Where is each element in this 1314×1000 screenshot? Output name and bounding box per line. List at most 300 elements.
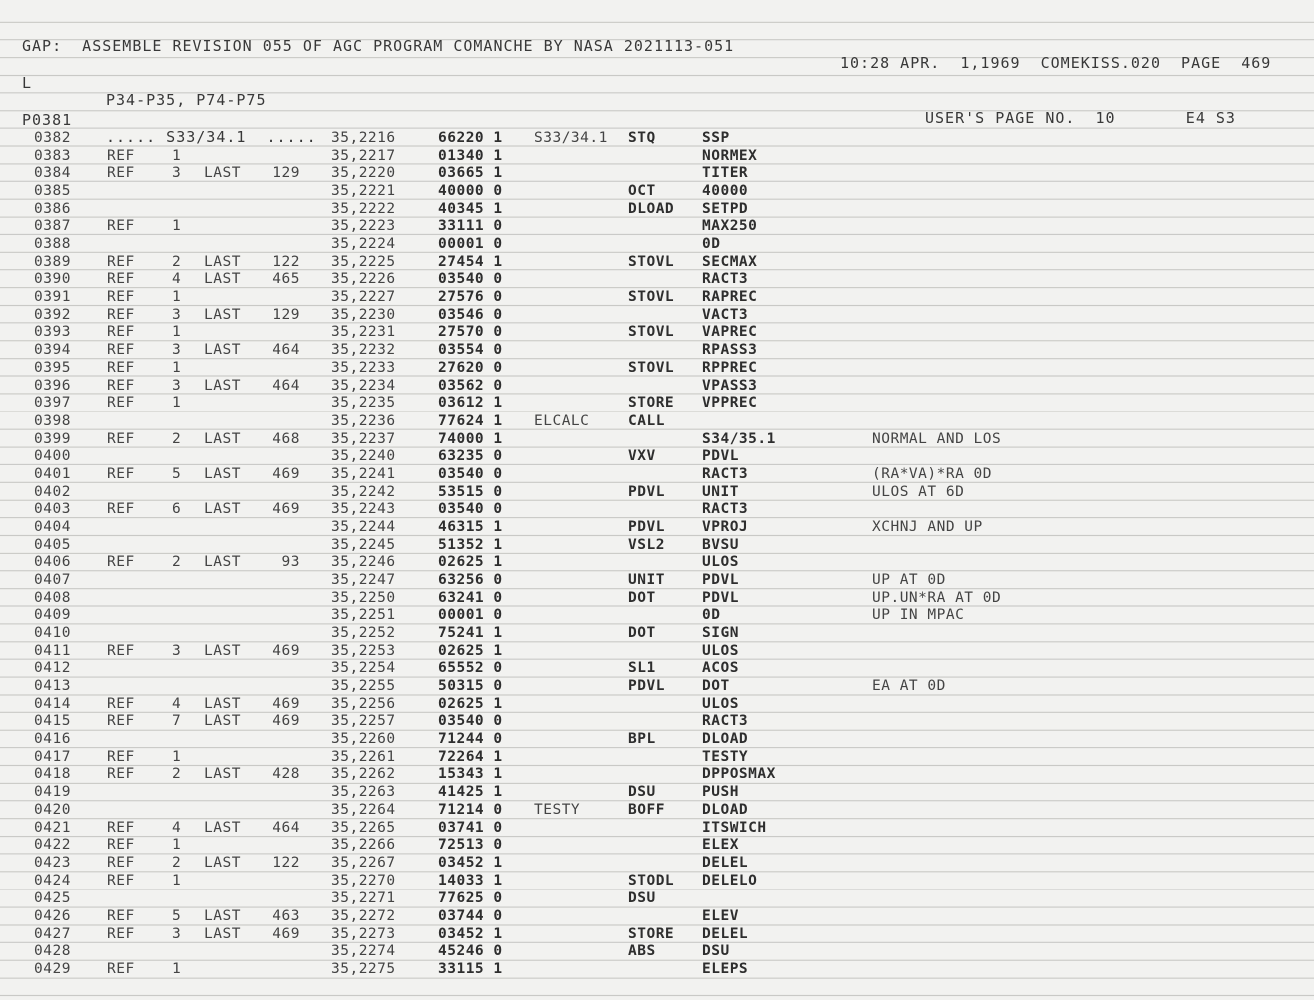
operand: 40000 [702, 183, 749, 200]
opcode: PDVL [628, 483, 665, 500]
ref-marker: REF [107, 766, 135, 783]
last-page: 464 [272, 342, 300, 359]
octal-code: 40000 0 [438, 183, 503, 200]
octal-code: 53515 0 [438, 483, 503, 500]
listing-row [0, 607, 1314, 625]
ref-count: 2 [172, 854, 182, 871]
line-number: 0396 [34, 377, 71, 394]
octal-code: 01340 1 [438, 147, 503, 164]
address: 35,2263 [331, 784, 396, 801]
octal-code: 63235 0 [438, 448, 503, 465]
octal-code: 75241 1 [438, 625, 503, 642]
ref-count: 3 [172, 377, 182, 394]
ref-marker: REF [107, 960, 135, 977]
opcode: STOVL [628, 289, 675, 306]
line-number: 0416 [34, 731, 71, 748]
octal-code: 02625 1 [438, 554, 503, 571]
last-marker: LAST [204, 713, 241, 730]
octal-code: 03665 1 [438, 165, 503, 182]
header-listing-type: L [22, 73, 33, 92]
line-number: 0408 [34, 589, 71, 606]
operand: DELEL [702, 854, 749, 871]
operand: TESTY [702, 748, 749, 765]
last-marker: LAST [204, 306, 241, 323]
octal-code: 63256 0 [438, 572, 503, 588]
last-marker: LAST [204, 695, 241, 712]
opcode: DSU [628, 784, 656, 801]
octal-code: 03540 0 [438, 271, 503, 288]
listing-row [0, 766, 1314, 784]
last-page: 93 [281, 554, 300, 571]
opcode: OCT [628, 183, 656, 200]
address: 35,2265 [331, 819, 396, 836]
listing-row [0, 784, 1314, 802]
address: 35,2234 [331, 377, 396, 394]
last-page: 468 [272, 430, 300, 447]
line-number: 0401 [34, 465, 71, 482]
ref-count: 1 [172, 872, 182, 889]
octal-code: 03744 0 [438, 907, 503, 924]
octal-code: 00001 0 [438, 607, 503, 624]
octal-code: 03540 0 [438, 465, 503, 482]
listing-row [0, 148, 1314, 166]
ref-count: 2 [172, 554, 182, 571]
listing-row [0, 643, 1314, 661]
listing-row [0, 413, 1314, 431]
ref-marker: REF [107, 465, 135, 482]
octal-code: 03540 0 [438, 713, 503, 730]
line-number: 0428 [34, 943, 71, 960]
ref-marker: REF [107, 289, 135, 306]
operand: RPPREC [702, 359, 758, 376]
line-number: 0424 [34, 872, 71, 889]
address: 35,2266 [331, 837, 396, 854]
octal-code: 77624 1 [438, 412, 503, 429]
last-marker: LAST [204, 554, 241, 571]
listing-row [0, 926, 1314, 944]
operand: BVSU [702, 536, 739, 553]
opcode: STODL [628, 872, 675, 889]
address: 35,2260 [331, 731, 396, 748]
opcode: VXV [628, 448, 656, 465]
address: 35,2256 [331, 695, 396, 712]
section-id: P0381 [22, 110, 73, 129]
listing-row [0, 873, 1314, 891]
line-number: 0414 [34, 695, 71, 712]
listing-row [0, 678, 1314, 696]
header-user-page: USER'S PAGE NO. 10 E4 S3 [925, 109, 1236, 128]
line-number: 0399 [34, 430, 71, 447]
operand: ELEV [702, 907, 739, 924]
listing-row [0, 395, 1314, 413]
listing-row [0, 820, 1314, 838]
ref-marker: REF [107, 907, 135, 924]
ref-count: 5 [172, 907, 182, 924]
line-number: 0426 [34, 907, 71, 924]
listing-row [0, 378, 1314, 396]
address: 35,2255 [331, 678, 396, 695]
octal-code: 03741 0 [438, 819, 503, 836]
ref-count: 1 [172, 395, 182, 412]
ref-marker: REF [107, 713, 135, 730]
ref-marker: REF [107, 147, 135, 164]
label: ELCALC [534, 412, 590, 429]
ref-marker: REF [107, 218, 135, 235]
operand: 0D [702, 236, 721, 253]
opcode: ABS [628, 943, 656, 960]
listing-row [0, 324, 1314, 342]
listing-row [0, 431, 1314, 449]
address: 35,2225 [331, 253, 396, 270]
address: 35,2242 [331, 483, 396, 500]
line-number: 0394 [34, 342, 71, 359]
last-page: 129 [272, 306, 300, 323]
last-page: 464 [272, 377, 300, 394]
last-marker: LAST [204, 253, 241, 270]
ref-marker: REF [107, 165, 135, 182]
operand: RACT3 [702, 501, 749, 518]
ref-marker: REF [107, 872, 135, 889]
listing-row [0, 749, 1314, 767]
line-number: 0412 [34, 660, 71, 677]
line-number: 0420 [34, 801, 71, 818]
operand: DELEL [702, 925, 749, 942]
address: 35,2232 [331, 342, 396, 359]
last-marker: LAST [204, 907, 241, 924]
address: 35,2247 [331, 572, 396, 588]
ref-count: 3 [172, 342, 182, 359]
address: 35,2236 [331, 412, 396, 429]
last-marker: LAST [204, 854, 241, 871]
last-marker: LAST [204, 342, 241, 359]
last-marker: LAST [204, 165, 241, 182]
octal-code: 50315 0 [438, 678, 503, 695]
last-page: 469 [272, 925, 300, 942]
octal-code: 15343 1 [438, 766, 503, 783]
listing-row [0, 537, 1314, 555]
ref-count: 1 [172, 218, 182, 235]
ref-count: 2 [172, 766, 182, 783]
section-title: ..... S33/34.1 ..... [106, 128, 317, 147]
last-marker: LAST [204, 271, 241, 288]
address: 35,2230 [331, 306, 396, 323]
listing-row [0, 802, 1314, 820]
comment: XCHNJ AND UP [872, 518, 983, 535]
octal-code: 03562 0 [438, 377, 503, 394]
operand: VPPREC [702, 395, 758, 412]
octal-code: 14033 1 [438, 872, 503, 889]
last-page: 469 [272, 642, 300, 659]
listing-row [0, 201, 1314, 219]
address: 35,2253 [331, 642, 396, 659]
last-marker: LAST [204, 465, 241, 482]
octal-code: 27576 0 [438, 289, 503, 306]
listing-row [0, 855, 1314, 873]
line-number: 0429 [34, 960, 71, 977]
operand: DELELO [702, 872, 758, 889]
address: 35,2270 [331, 872, 396, 889]
last-marker: LAST [204, 925, 241, 942]
ref-marker: REF [107, 642, 135, 659]
opcode: BOFF [628, 801, 665, 818]
opcode: DOT [628, 625, 656, 642]
address: 35,2275 [331, 960, 396, 977]
operand: NORMEX [702, 147, 758, 164]
line-number: 0384 [34, 165, 71, 182]
address: 35,2233 [331, 359, 396, 376]
opcode: CALL [628, 412, 665, 429]
address: 35,2222 [331, 200, 396, 217]
ref-marker: REF [107, 253, 135, 270]
octal-code: 77625 0 [438, 890, 503, 907]
listing-row [0, 130, 1314, 148]
line-number: 0407 [34, 572, 71, 588]
operand: RACT3 [702, 271, 749, 288]
line-number: 0395 [34, 359, 71, 376]
ref-count: 4 [172, 695, 182, 712]
operand: DLOAD [702, 801, 749, 818]
ref-count: 4 [172, 271, 182, 288]
address: 35,2224 [331, 236, 396, 253]
ref-count: 2 [172, 253, 182, 270]
line-number: 0427 [34, 925, 71, 942]
octal-code: 33115 1 [438, 960, 503, 977]
ref-marker: REF [107, 271, 135, 288]
ref-count: 1 [172, 289, 182, 306]
listing-row [0, 466, 1314, 484]
opcode: DSU [628, 890, 656, 907]
address: 35,2226 [331, 271, 396, 288]
line-number: 0418 [34, 766, 71, 783]
opcode: STORE [628, 925, 675, 942]
address: 35,2243 [331, 501, 396, 518]
octal-code: 00001 0 [438, 236, 503, 253]
listing-row [0, 890, 1314, 908]
last-page: 469 [272, 501, 300, 518]
octal-code: 66220 1 [438, 130, 503, 146]
operand: DPPOSMAX [702, 766, 776, 783]
operand: VACT3 [702, 306, 749, 323]
ref-marker: REF [107, 501, 135, 518]
comment: EA AT 0D [872, 678, 946, 695]
operand: VAPREC [702, 324, 758, 341]
last-page: 122 [272, 253, 300, 270]
operand: ULOS [702, 554, 739, 571]
comment: ULOS AT 6D [872, 483, 965, 500]
octal-code: 65552 0 [438, 660, 503, 677]
line-number: 0400 [34, 448, 71, 465]
operand: PUSH [702, 784, 739, 801]
comment: (RA*VA)*RA 0D [872, 465, 992, 482]
operand: RAPREC [702, 289, 758, 306]
octal-code: 27570 0 [438, 324, 503, 341]
operand: RPASS3 [702, 342, 758, 359]
ref-count: 4 [172, 819, 182, 836]
opcode: STOVL [628, 359, 675, 376]
octal-code: 74000 1 [438, 430, 503, 447]
ref-marker: REF [107, 324, 135, 341]
line-number: 0409 [34, 607, 71, 624]
address: 35,2252 [331, 625, 396, 642]
address: 35,2250 [331, 589, 396, 606]
address: 35,2254 [331, 660, 396, 677]
address: 35,2237 [331, 430, 396, 447]
octal-code: 03452 1 [438, 854, 503, 871]
operand: PDVL [702, 589, 739, 606]
line-number: 0386 [34, 200, 71, 217]
operand: PDVL [702, 572, 739, 588]
operand: MAX250 [702, 218, 758, 235]
opcode: VSL2 [628, 536, 665, 553]
last-page: 428 [272, 766, 300, 783]
octal-code: 03554 0 [438, 342, 503, 359]
listing-row [0, 625, 1314, 643]
line-number: 0403 [34, 501, 71, 518]
last-marker: LAST [204, 642, 241, 659]
address: 35,2221 [331, 183, 396, 200]
last-page: 465 [272, 271, 300, 288]
address: 35,2257 [331, 713, 396, 730]
operand: S34/35.1 [702, 430, 776, 447]
octal-code: 71214 0 [438, 801, 503, 818]
octal-code: 41425 1 [438, 784, 503, 801]
line-number: 0388 [34, 236, 71, 253]
octal-code: 45246 0 [438, 943, 503, 960]
ref-marker: REF [107, 342, 135, 359]
line-number: 0417 [34, 748, 71, 765]
ref-marker: REF [107, 695, 135, 712]
octal-code: 02625 1 [438, 695, 503, 712]
ref-marker: REF [107, 854, 135, 871]
label: TESTY [534, 801, 581, 818]
address: 35,2246 [331, 554, 396, 571]
comment: NORMAL AND LOS [872, 430, 1002, 447]
listing-row [0, 837, 1314, 855]
ref-count: 1 [172, 324, 182, 341]
line-number: 0422 [34, 837, 71, 854]
address: 35,2240 [331, 448, 396, 465]
label: S33/34.1 [534, 130, 608, 146]
octal-code: 63241 0 [438, 589, 503, 606]
opcode: BPL [628, 731, 656, 748]
operand: DLOAD [702, 731, 749, 748]
listing-row [0, 254, 1314, 272]
ref-marker: REF [107, 359, 135, 376]
operand: VPASS3 [702, 377, 758, 394]
last-page: 469 [272, 465, 300, 482]
ref-count: 2 [172, 430, 182, 447]
address: 35,2251 [331, 607, 396, 624]
line-number: 0392 [34, 306, 71, 323]
operand: SETPD [702, 200, 749, 217]
header-program-section: P34-P35, P74-P75 [106, 91, 267, 110]
comment: UP IN MPAC [872, 607, 965, 624]
operand: ELEX [702, 837, 739, 854]
listing-row [0, 236, 1314, 254]
listing-row [0, 183, 1314, 201]
ref-count: 3 [172, 642, 182, 659]
operand: DOT [702, 678, 730, 695]
address: 35,2245 [331, 536, 396, 553]
opcode: STORE [628, 395, 675, 412]
octal-code: 27620 0 [438, 359, 503, 376]
ref-count: 6 [172, 501, 182, 518]
listing-row [0, 519, 1314, 537]
listing-row [0, 908, 1314, 926]
line-number: 0393 [34, 324, 71, 341]
octal-code: 33111 0 [438, 218, 503, 235]
listing-row [0, 360, 1314, 378]
listing-row [0, 484, 1314, 502]
line-number: 0406 [34, 554, 71, 571]
address: 35,2273 [331, 925, 396, 942]
last-page: 129 [272, 165, 300, 182]
address: 35,2261 [331, 748, 396, 765]
octal-code: 72264 1 [438, 748, 503, 765]
octal-code: 40345 1 [438, 200, 503, 217]
octal-code: 03452 1 [438, 925, 503, 942]
address: 35,2235 [331, 395, 396, 412]
listing-row [0, 590, 1314, 608]
last-marker: LAST [204, 819, 241, 836]
comment: UP.UN*RA AT 0D [872, 589, 1002, 606]
header-title: GAP: ASSEMBLE REVISION 055 OF AGC PROGRAM COMANCHE BY NASA 2021113-051 [22, 36, 735, 55]
listing-row [0, 961, 1314, 979]
address: 35,2227 [331, 289, 396, 306]
line-number: 0405 [34, 536, 71, 553]
listing-row [0, 448, 1314, 466]
ref-count: 1 [172, 748, 182, 765]
listing-row [0, 307, 1314, 325]
address: 35,2244 [331, 518, 396, 535]
octal-code: 71244 0 [438, 731, 503, 748]
opcode: PDVL [628, 678, 665, 695]
address: 35,2262 [331, 766, 396, 783]
address: 35,2241 [331, 465, 396, 482]
listing-row [0, 289, 1314, 307]
address: 35,2267 [331, 854, 396, 871]
line-number: 0411 [34, 642, 71, 659]
operand: ITSWICH [702, 819, 767, 836]
octal-code: 03546 0 [438, 306, 503, 323]
line-number: 0410 [34, 625, 71, 642]
line-number: 0419 [34, 784, 71, 801]
line-number: 0413 [34, 678, 71, 695]
operand: PDVL [702, 448, 739, 465]
address: 35,2274 [331, 943, 396, 960]
opcode: UNIT [628, 572, 665, 588]
last-page: 464 [272, 819, 300, 836]
octal-code: 46315 1 [438, 518, 503, 535]
operand: VPROJ [702, 518, 749, 535]
operand: SECMAX [702, 253, 758, 270]
last-marker: LAST [204, 430, 241, 447]
ref-marker: REF [107, 819, 135, 836]
ref-count: 3 [172, 306, 182, 323]
address: 35,2217 [331, 147, 396, 164]
operand: TITER [702, 165, 749, 182]
opcode: PDVL [628, 518, 665, 535]
operand: SSP [702, 130, 730, 146]
line-number: 0390 [34, 271, 71, 288]
ref-count: 3 [172, 925, 182, 942]
address: 35,2220 [331, 165, 396, 182]
ref-count: 1 [172, 147, 182, 164]
operand: ULOS [702, 642, 739, 659]
last-page: 122 [272, 854, 300, 871]
comment: UP AT 0D [872, 572, 946, 588]
address: 35,2216 [331, 130, 396, 146]
